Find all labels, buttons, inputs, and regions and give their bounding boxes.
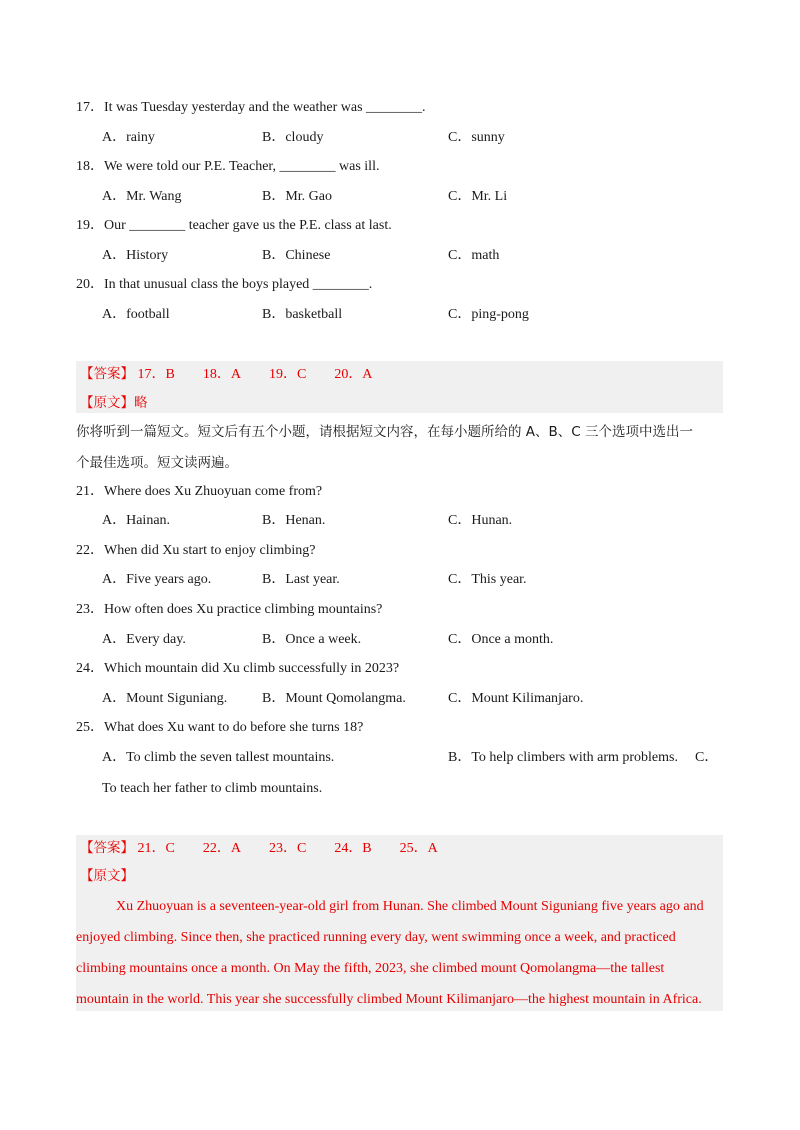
option-b[interactable]: B．Mr. Gao bbox=[262, 189, 332, 204]
question-24 bbox=[76, 659, 399, 679]
answer-item: 25．A bbox=[399, 841, 438, 856]
answer-line bbox=[80, 364, 400, 385]
option-c-text[interactable]: To teach her father to climb mountains. bbox=[102, 781, 323, 796]
question-text: When did Xu start to enjoy climbing? bbox=[104, 543, 316, 558]
passage-line-4: mountain in the world. This year she successfully climbed Mount Kilimanjaro—the highest mountain in Africa. bbox=[76, 992, 702, 1007]
option-b[interactable]: B．cloudy bbox=[262, 130, 324, 145]
option-a[interactable]: A．To climb the seven tallest mountains. bbox=[102, 750, 335, 765]
option-a[interactable]: A．football bbox=[102, 307, 170, 322]
answer-line bbox=[80, 838, 466, 859]
question-text: How often does Xu practice climbing mountains? bbox=[104, 602, 383, 617]
option-a[interactable]: A．History bbox=[102, 248, 169, 263]
answer-item: 20．A bbox=[334, 367, 373, 382]
option-c[interactable]: C．Mr. Li bbox=[448, 189, 508, 204]
answer-item: 24．B bbox=[334, 841, 372, 856]
question-number: 20． bbox=[76, 277, 104, 292]
passage-line-1: Xu Zhuoyuan is a seventeen-year-old girl from Hunan. She climbed Mount Siguniang five years ago and bbox=[116, 899, 704, 914]
option-b[interactable]: B．Mount Qomolangma. bbox=[262, 691, 406, 706]
question-23 bbox=[76, 600, 382, 620]
question-text: Which mountain did Xu climb successfully in 2023? bbox=[104, 661, 400, 676]
answer-item: 23．C bbox=[268, 841, 307, 856]
question-17 bbox=[76, 98, 426, 118]
answer-item: 22．A bbox=[202, 841, 241, 856]
option-c[interactable]: C．ping-pong bbox=[448, 307, 529, 322]
question-text: It was Tuesday yesterday and the weather was ________. bbox=[104, 100, 426, 115]
question-text: Our ________ teacher gave us the P.E. class at last. bbox=[104, 218, 392, 233]
answer-item: 18．A bbox=[202, 367, 241, 382]
answer-block-1 bbox=[76, 361, 723, 413]
option-b[interactable]: B．Last year. bbox=[262, 572, 340, 587]
option-b[interactable]: B．Henan. bbox=[262, 513, 326, 528]
option-a[interactable]: A．Hainan. bbox=[102, 513, 171, 528]
option-b[interactable]: B．Once a week. bbox=[262, 632, 362, 647]
option-b[interactable]: B．Chinese bbox=[262, 248, 331, 263]
option-a[interactable]: A．Every day. bbox=[102, 632, 186, 647]
original-text: 略 bbox=[134, 395, 148, 411]
question-text: What does Xu want to do before she turns 18? bbox=[104, 720, 364, 735]
answer-item: 19．C bbox=[268, 367, 307, 382]
original-label: 【原文】 bbox=[80, 395, 134, 411]
question-text: In that unusual class the boys played ________. bbox=[104, 277, 373, 292]
question-22 bbox=[76, 541, 316, 561]
option-c[interactable]: C．Mount Kilimanjaro. bbox=[448, 691, 584, 706]
instructions-line-1: 你将听到一篇短文。短文后有五个小题，请根据短文内容，在每小题所给的 A、B、C 三个选项中选出一 bbox=[76, 424, 694, 440]
answer-label: 【答案】 bbox=[80, 840, 134, 856]
option-a[interactable]: A．Five years ago. bbox=[102, 572, 212, 587]
option-c[interactable]: C．sunny bbox=[448, 130, 505, 145]
option-c[interactable]: C．Once a month. bbox=[448, 632, 554, 647]
option-b[interactable]: B．To help climbers with arm problems. bbox=[448, 750, 678, 765]
question-number: 23． bbox=[76, 602, 104, 617]
option-c[interactable]: C．Hunan. bbox=[448, 513, 513, 528]
original-label: 【原文】 bbox=[80, 868, 134, 884]
answer-label: 【答案】 bbox=[80, 366, 134, 382]
question-number: 24． bbox=[76, 661, 104, 676]
question-25 bbox=[76, 718, 363, 738]
option-a[interactable]: A．Mr. Wang bbox=[102, 189, 182, 204]
option-c[interactable]: C．math bbox=[448, 248, 500, 263]
option-a[interactable]: A．rainy bbox=[102, 130, 155, 145]
question-number: 19． bbox=[76, 218, 104, 233]
question-18 bbox=[76, 157, 379, 177]
question-number: 25． bbox=[76, 720, 104, 735]
question-20 bbox=[76, 275, 372, 295]
original-label-line bbox=[80, 866, 134, 887]
question-number: 18． bbox=[76, 159, 104, 174]
instructions-line-2: 个最佳选项。短文读两遍。 bbox=[76, 455, 238, 471]
option-a[interactable]: A．Mount Siguniang. bbox=[102, 691, 228, 706]
question-number: 21． bbox=[76, 484, 104, 499]
option-b[interactable]: B．basketball bbox=[262, 307, 343, 322]
answer-block-2 bbox=[76, 835, 723, 1011]
option-c[interactable]: C．This year. bbox=[448, 572, 527, 587]
question-21 bbox=[76, 482, 322, 502]
option-c[interactable]: C． bbox=[695, 750, 719, 765]
passage-line-3: climbing mountains once a month. On May the fifth, 2023, she climbed mount Qomolangma—the tallest bbox=[76, 961, 665, 976]
question-19 bbox=[76, 216, 392, 236]
answer-item: 21．C bbox=[137, 841, 175, 856]
question-number: 22． bbox=[76, 543, 104, 558]
passage-line-2: enjoyed climbing. Since then, she practiced running every day, went swimming once a week, and practiced bbox=[76, 930, 676, 945]
question-number: 17． bbox=[76, 100, 104, 115]
answer-item: 17．B bbox=[137, 367, 175, 382]
question-text: Where does Xu Zhuoyuan come from? bbox=[104, 484, 323, 499]
original-line bbox=[80, 393, 148, 414]
question-text: We were told our P.E. Teacher, ________ was ill. bbox=[104, 159, 380, 174]
